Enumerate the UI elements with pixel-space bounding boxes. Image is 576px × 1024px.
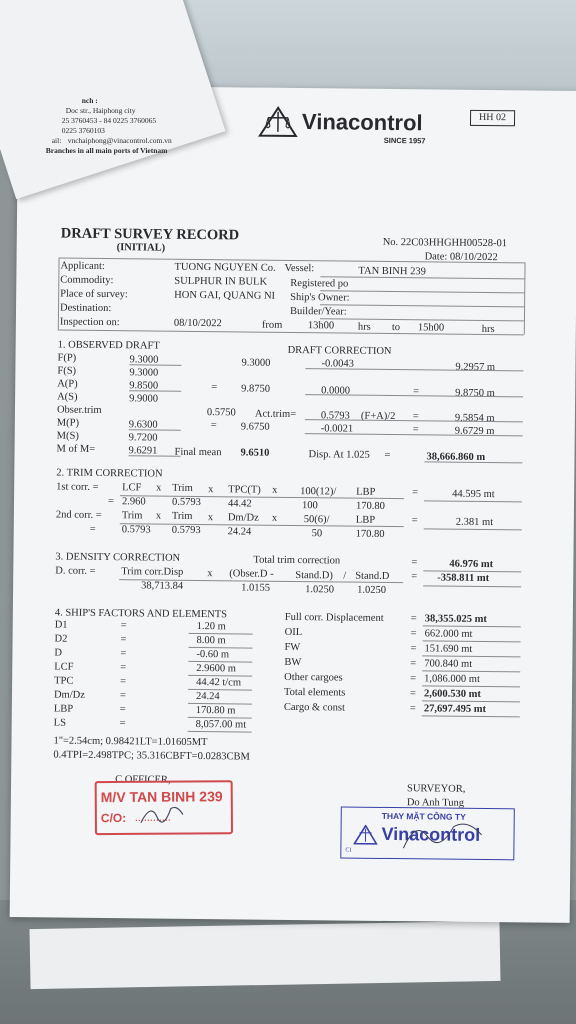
inspection-date: 08/10/2022	[173, 317, 222, 330]
as-label: A(S)	[57, 391, 78, 403]
mp-value: 9.6300	[128, 419, 158, 431]
record-date: Date: 08/10/2022	[424, 251, 498, 264]
a-equals-2: =	[413, 386, 420, 398]
factor-label: LS	[53, 717, 67, 729]
second-corr-label: 2nd corr. =	[55, 509, 102, 521]
first-equals: =	[412, 487, 419, 499]
officer-signature	[134, 798, 187, 828]
total-equals: =	[410, 673, 417, 685]
place-value: HON GAI, QUANG NI	[174, 289, 276, 302]
ms-label: M(S)	[56, 430, 79, 442]
v2-50: 50	[311, 528, 323, 540]
factor-equals: =	[120, 676, 127, 688]
v1-lbp: 170.80	[355, 500, 385, 512]
address-line-1: nch :	[81, 96, 98, 106]
v1-tpc: 44.42	[227, 498, 252, 510]
record-title: DRAFT SURVEY RECORD	[60, 225, 240, 244]
h1-lbp: LBP	[356, 486, 376, 498]
h2-x1: x	[155, 510, 162, 522]
surveyor-label: SURVEYOR,	[406, 783, 466, 795]
v2-dmdz: 24.24	[227, 526, 252, 538]
first-corr-label: 1st corr. =	[56, 481, 99, 493]
total-equals: =	[409, 703, 416, 715]
dcorr-disp-value: 38,713.84	[141, 580, 184, 592]
h2-dmdz: Dm/Dz	[227, 512, 259, 524]
total-trim-equals: =	[411, 557, 418, 569]
v1-100: 100	[301, 500, 318, 512]
applicant-value: TUONG NGUYEN Co.	[174, 261, 276, 274]
address-line-5: vnchaiphong@vinacontrol.com.vn	[67, 136, 172, 146]
fs-value: 9.3000	[129, 367, 159, 379]
stamp-brand: Vinacontrol	[381, 823, 481, 845]
ms-value: 9.7200	[128, 432, 158, 444]
a-mean: 9.8750	[241, 383, 271, 395]
officer-label: C.OFFICER,	[115, 774, 171, 786]
factor-value: 44.42 t/cm	[196, 676, 242, 689]
brand-name: Vinacontrol	[301, 109, 423, 136]
h1-lcf: LCF	[122, 482, 142, 494]
conversion-note-1: 1"=2.54cm; 0.98421LT=1.01605MT	[53, 735, 208, 749]
h1-x3: x	[272, 484, 278, 496]
total-value: 1,086.000 mt	[424, 673, 480, 685]
address-line-3: 25 3760453 - 84 0225 3760065	[61, 116, 157, 126]
factor-label: LBP	[53, 703, 74, 715]
hrs-label: hrs	[357, 321, 371, 333]
registered-port-label: Registered po	[290, 277, 349, 290]
vessel-label: Vessel:	[284, 262, 315, 275]
h1-x2: x	[208, 484, 214, 496]
factor-value: 8.00 m	[196, 634, 226, 647]
dcorr-obser-value: 1.0155	[241, 582, 271, 594]
total-trim-value: 46.976 mt	[449, 558, 494, 571]
address-line-6: Branches in all main ports of Vietnam	[45, 146, 168, 156]
disp-value: 38,666.860 m	[426, 451, 486, 463]
v2-trim: 0.5793	[121, 524, 151, 536]
m-equals-2: =	[412, 424, 419, 436]
overlapping-sheet	[0, 0, 226, 199]
factor-label: TPC	[54, 675, 74, 687]
obs-trim-label: Obser.trim	[56, 404, 102, 416]
stamp-vessel-name: M/V TAN BINH 239	[100, 788, 223, 806]
dcorr-slash: /	[343, 570, 347, 582]
dcorr-stand-value-2: 1.0250	[357, 584, 387, 596]
a-correction: 0.0000	[321, 385, 351, 397]
h2-trim-2: Trim	[171, 510, 193, 522]
surveyor-signature	[397, 814, 487, 855]
address-line-4: 0225 3760103	[61, 126, 105, 136]
total-label: Other cargoes	[284, 671, 343, 684]
fa2-label: (F+A)/2	[360, 410, 396, 423]
place-label: Place of survey:	[60, 288, 128, 301]
mp-label: M(P)	[56, 417, 80, 429]
trim-heading: 2. TRIM CORRECTION	[56, 467, 163, 480]
address-email-prefix: ail:	[51, 136, 62, 146]
dcorr-x: x	[207, 568, 213, 580]
total-label: Cargo & const	[283, 701, 345, 714]
factor-value: 1.20 m	[196, 620, 226, 633]
fp-label: F(P)	[57, 352, 77, 364]
conversion-note-2: 0.4TPI=2.498TPC; 35.316CBFT=0.0283CBM	[53, 749, 250, 763]
dcorr-obser-d: (Obser.D -	[229, 568, 274, 580]
h2-50-6: 50(6)/	[303, 514, 330, 526]
mofm-value: 9.6291	[128, 445, 158, 457]
from-time: 13h00	[307, 320, 335, 332]
total-equals: =	[409, 688, 416, 700]
h1-x1: x	[156, 482, 162, 494]
inspection-label: Inspection on:	[59, 316, 120, 329]
h1-tpc: TPC(T)	[228, 484, 261, 496]
commodity-value: SULPHUR IN BULK	[174, 275, 268, 288]
as-value: 9.9000	[129, 393, 159, 405]
vessel-value: TAN BINH 239	[358, 265, 426, 278]
form-number: HH 02	[470, 110, 515, 126]
total-value: 662.000 mt	[424, 628, 473, 640]
to-time: 15h00	[417, 322, 445, 334]
factor-equals: =	[120, 620, 127, 632]
f-mean: 9.3000	[241, 357, 271, 369]
stamp-on-behalf: THAY MẶT CÔNG TY	[381, 810, 466, 822]
address-line-2: Doc str., Haiphong city	[65, 106, 136, 116]
fa2-equals: =	[412, 411, 419, 423]
brand-since: SINCE 1957	[383, 135, 426, 146]
m-result: 9.6729 m	[454, 425, 495, 438]
record-number: No. 22C03HHGHH00528-01	[382, 236, 508, 250]
m-mean: 9.6750	[240, 421, 270, 433]
h2-x3: x	[271, 512, 278, 524]
dcorr-stand-d-2: Stand.D	[355, 570, 390, 583]
company-stamp	[340, 807, 515, 861]
fp-value: 9.3000	[129, 354, 159, 366]
dcorr-trim-disp: Trim corr.Disp	[121, 566, 184, 578]
first-corr-result: 44.595 mt	[452, 488, 495, 501]
mofm-label: M of M=	[56, 443, 96, 455]
ap-label: A(P)	[57, 378, 78, 390]
total-equals: =	[410, 643, 417, 655]
ap-value: 9.8500	[129, 380, 159, 392]
total-label: OIL	[284, 626, 303, 639]
observed-heading: 1. OBSERVED DRAFT	[57, 339, 160, 352]
factor-value: 8,057.00 mt	[195, 718, 247, 731]
final-mean-label: Final mean	[174, 446, 222, 459]
stamp-co-dots: ............	[134, 809, 171, 824]
factors-heading: 4. SHIP'S FACTORS AND ELEMENTS	[54, 607, 228, 621]
commodity-label: Commodity:	[60, 274, 114, 287]
act-trim-label: Act.trim=	[254, 408, 297, 421]
dcorr-value: -358.811 mt	[437, 572, 490, 585]
second-eq-left: =	[89, 523, 96, 535]
vinacontrol-logo-icon	[258, 106, 298, 138]
factor-equals: =	[120, 662, 127, 674]
factor-label: D2	[54, 633, 68, 645]
f-result: 9.2957 m	[455, 361, 496, 374]
total-value: 700.840 mt	[424, 658, 473, 670]
h2-lbp: LBP	[355, 514, 376, 526]
h1-trim: Trim	[172, 482, 193, 494]
factor-equals: =	[120, 648, 127, 660]
m-correction: -0.0021	[320, 423, 354, 435]
record-subtitle: (INITIAL)	[116, 242, 166, 254]
v1-lcf: 2.960	[121, 496, 146, 508]
total-value: 151.690 mt	[424, 643, 473, 655]
stamp-tag: CI	[345, 847, 352, 854]
m-equals: =	[210, 420, 217, 432]
f-correction: -0.0043	[321, 358, 354, 370]
factor-equals: =	[120, 634, 127, 646]
second-equals: =	[411, 515, 418, 527]
total-trim-label: Total trim correction	[253, 554, 341, 567]
factor-value: 2.9600 m	[196, 662, 236, 675]
builder-label: Builder/Year:	[289, 305, 347, 318]
total-equals: =	[410, 613, 417, 625]
final-mean-value: 9.6510	[240, 447, 270, 459]
factor-value: 170.80 m	[195, 704, 236, 717]
total-equals: =	[410, 628, 417, 640]
factor-label: D	[54, 647, 63, 659]
v1-trim: 0.5793	[171, 496, 201, 509]
total-value: 27,697.495 mt	[423, 703, 487, 716]
surveyor-name: Do Anh Tung	[406, 797, 465, 809]
stamp-co-label: C/O:	[100, 810, 127, 826]
density-heading: 3. DENSITY CORRECTION	[55, 551, 181, 564]
total-equals: =	[410, 658, 417, 670]
factor-equals: =	[119, 718, 126, 730]
factor-label: Dm/Dz	[53, 689, 85, 701]
under-sheet	[30, 921, 501, 989]
stamp-logo-icon	[353, 825, 377, 845]
total-label: Total elements	[283, 686, 346, 699]
v2-trim-2: 0.5793	[171, 524, 201, 537]
act-trim-value: 0.5793	[320, 410, 350, 422]
factor-equals: =	[119, 690, 126, 702]
to-label: to	[391, 322, 401, 334]
factor-label: D1	[54, 619, 68, 631]
first-eq-left: =	[107, 496, 114, 508]
dcorr-stand-d: Stand.D)	[295, 570, 333, 582]
total-value: 2,600.530 mt	[423, 688, 481, 700]
h2-x2: x	[207, 512, 214, 524]
vessel-stamp	[95, 780, 233, 835]
a-equals: =	[211, 382, 218, 394]
factor-label: LCF	[54, 661, 74, 673]
h1-100-12: 100(12)/	[300, 486, 337, 498]
dcorr-stand-value: 1.0250	[305, 584, 335, 596]
total-label: FW	[284, 641, 301, 654]
correction-heading: DRAFT CORRECTION	[287, 344, 392, 358]
second-corr-result: 2.381 mt	[455, 516, 494, 529]
total-value: 38,355.025 mt	[424, 613, 487, 626]
applicant-label: Applicant:	[60, 260, 105, 273]
total-label: Full corr. Displacement	[284, 611, 384, 624]
v2-lbp: 170.80	[355, 528, 385, 540]
owner-label: Ship's Owner:	[290, 291, 350, 304]
a-result: 9.8750 m	[455, 387, 495, 400]
disp-equals: =	[384, 449, 391, 462]
h2-trim: Trim	[121, 510, 143, 522]
total-label: BW	[284, 656, 302, 669]
disp-label: Disp. At 1.025	[308, 449, 370, 461]
dcorr-label: D. corr. =	[55, 565, 96, 577]
obs-trim-value: 0.5750	[206, 407, 236, 419]
factor-value: 24.24	[195, 690, 220, 703]
fs-label: F(S)	[57, 365, 77, 377]
from-label: from	[261, 319, 283, 331]
factor-equals: =	[119, 704, 126, 716]
dcorr-equals: =	[411, 571, 418, 583]
destination-label: Destination:	[59, 302, 112, 315]
hrs-label-2: hrs	[481, 323, 495, 336]
draft-survey-document	[10, 85, 576, 923]
fa2-value: 9.5854 m	[454, 412, 495, 425]
factor-value: -0.60 m	[196, 648, 230, 661]
